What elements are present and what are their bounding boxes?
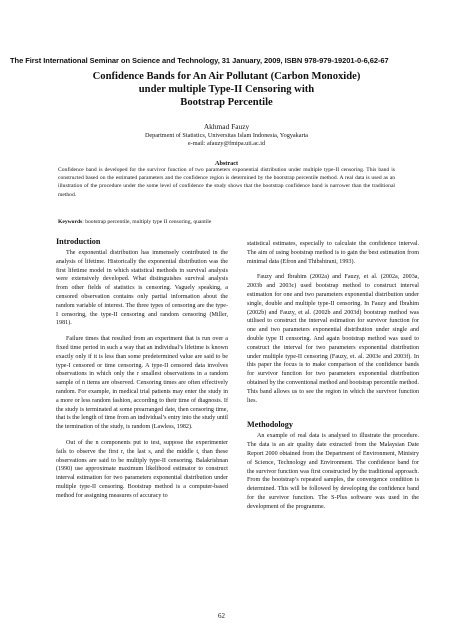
abstract-heading: Abstract — [214, 160, 239, 167]
intro-paragraph-1: The exponential distribution has immensely contributed in the analysis of lifetime. Historically the exponential distribution was the first lifetime model in which statistical methods in survival analysis were extensively developed. What distinguishes survival analysis from other fields of statistics is censoring. Vaguely speaking, a censored observation contains only partial information about the random variable of interest. The three types of censoring are the type-I censoring, the type-II censoring and random censoring (Miller, 1981). — [56, 250, 228, 327]
right-column — [247, 240, 419, 519]
abstract-text: Confidence band is developed for the survivor function of two parameters exponential distribution under multiple type-II censoring. This band is constructed based on the estimated parameters and the confidence region is determined by the bootstrap percentile method. A real data is used as an illustration of the procedure under the some level of confidence the study shows that the bootstrap confidence band is narrower than the traditional method. — [58, 167, 395, 198]
running-header: The First International Seminar on Science and Technology, 31 January, 2009, ISBN 978-979-19201-0-6,62-67 — [10, 56, 389, 65]
title-line-1: Confidence Bands for An Air Pollutant (Carbon Monoxide) — [92, 71, 361, 82]
author-email: e-mail: afauzy@fmipa.uii.ac.id — [187, 140, 266, 147]
intro-paragraph-continued: statistical estimates, especially to calculate the confidence interval. The aim of using bootstrap method is to gain the best estimation from minimal data (Efron and Thibshirani, 1993). — [247, 241, 419, 265]
page-number: 62 — [218, 612, 225, 620]
methodology-paragraph-1: An example of real data is analysed to illustrate the procedure. The data is an air quality date extracted from the Malaysian Date Report 2000 obtained from the Department of Environment, Ministry of Science, Technology and Environment. The confidence band for the survivor function was first constructed by the traditional approach. From the bootstrap’s repeated samples, the convergence condition is determined. This will be followed by developing the confidence band for the survivor function. The S-Plus software was used in the development of the programme. — [247, 433, 419, 510]
intro-paragraph-2: Failure times that resulted from an experiment that is run over a fixed time period in such a way that an individual’s lifetime is known exactly only if it is less than some predetermined value are said to be type-I censored or time censoring. A type-II censored data involves observations in which only the r smallest observations in a random sample of n items are observed. Censoring times are often effectively random. For example, in medical trial patients may enter the study in a more or less random fashion, according to their time of diagnosis. If the study is terminated at some prearranged date, then censoring time, that is the length of time from an individual’s entry into the study until the termination of the study, is random (Lawless, 1982). — [56, 336, 228, 431]
title-line-3: Bootstrap Percentile — [180, 97, 273, 108]
paper-title — [40, 70, 413, 109]
left-column — [56, 237, 228, 508]
title-block — [40, 70, 413, 167]
intro-heading: Introduction — [56, 237, 101, 246]
keywords-text: : bootstrap percentile, multiply type II censoring, quantile — [82, 219, 212, 225]
intro-paragraph-3: Out of the n components put to test, suppose the experimenter fails to observe the first r, the last s, and the middle t, than these observations are said to be multiply type-II censoring. Balakrishnan (1990) use approximate maximum likelihood estimator to construct interval estimation for two parameters exponential distribution under multiple type-II censoring. Bootstrap method is a computer-based method for assigning measures of accuracy to — [56, 439, 228, 499]
author-affiliation: Department of Statistics, Universitas Islam Indonesia, Yogyakarta — [144, 132, 309, 139]
methodology-heading: Methodology — [247, 420, 293, 430]
keywords-label: Keywords — [58, 219, 83, 225]
title-line-2: under multiple Type-II Censoring with — [138, 84, 315, 95]
intro-paragraph-4: Fauzy and Ibrahim (2002a) and Fauzy, et al. (2002a, 2003a, 2003b and 2003c) used bootstrap method to construct interval estimation for one and two parameters exponential distribution under single, double and multiple type-II censoring. In Fauzy and Ibrahim (2002b) and Fauzy, et al. (2002b and 2003d) bootstrap method was utilised to construct the interval estimation for survivor function for one and two parameters exponential distribution under single and double type II censoring. And again bootstrap method was used to construct the interval for two parameters exponential distribution under multiple type-II censoring (Fauzy, et. al. 2003e and 2003f). In this paper the focus is to make comparison of the confidence bands for survivor function for two parameters exponential distribution obtained by the conventional method and bootstrap percentile method. This band allows us to see the region in which the survivor function lies. — [247, 274, 419, 404]
author-name: Akhmad Fauzy — [203, 122, 250, 131]
keywords-line — [58, 218, 395, 226]
